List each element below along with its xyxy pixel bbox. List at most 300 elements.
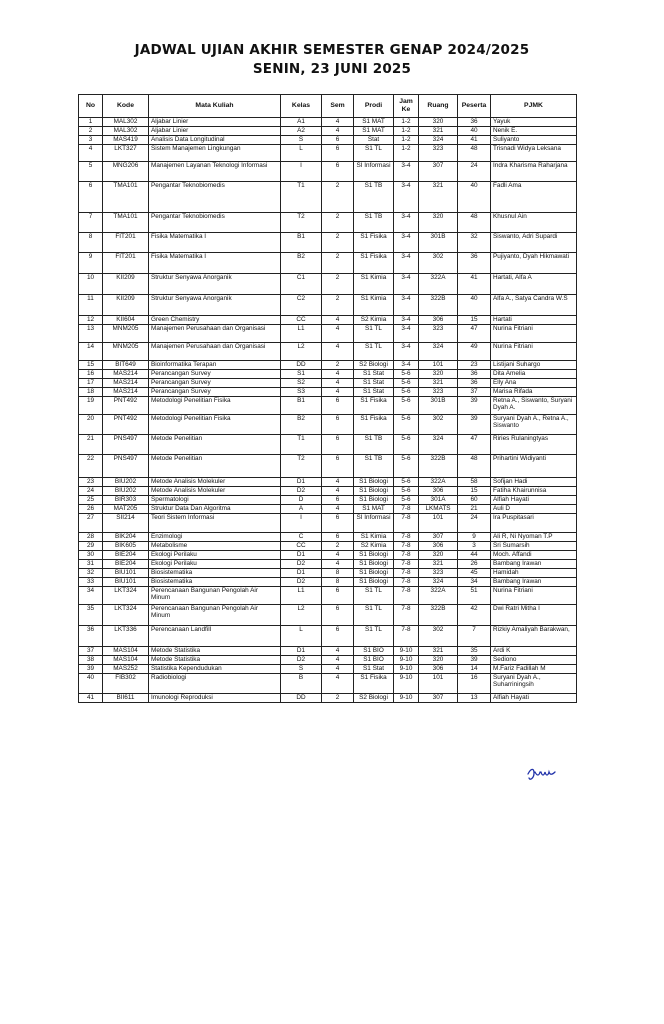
cell-jam: 1-2 [394,127,419,136]
cell-pjmk: Bambang Irawan [491,560,577,569]
table-row [79,514,577,533]
cell-peserta: 34 [458,578,491,587]
cell-peserta: 14 [458,665,491,674]
cell-peserta: 40 [458,182,491,213]
cell-prodi: S1 MAT [354,127,394,136]
table-row [79,569,577,578]
cell-ruang: 322B [419,295,458,316]
cell-no: 37 [79,647,103,656]
cell-prodi: S1 Biologi [354,569,394,578]
cell-sem: 6 [322,605,354,626]
cell-ruang: 306 [419,487,458,496]
cell-kelas: L2 [281,605,322,626]
cell-prodi: S1 MAT [354,505,394,514]
cell-prodi: S1 Biologi [354,578,394,587]
cell-kode: BIK605 [103,542,149,551]
cell-no: 41 [79,694,103,703]
cell-jam: 7-8 [394,560,419,569]
cell-no: 36 [79,626,103,647]
cell-peserta: 35 [458,647,491,656]
cell-peserta: 15 [458,487,491,496]
cell-no: 32 [79,569,103,578]
cell-mk: Struktur Senyawa Anorganik [149,295,281,316]
cell-ruang: 101 [419,361,458,370]
cell-ruang: 320 [419,213,458,233]
cell-prodi: S1 Biologi [354,551,394,560]
cell-sem: 2 [322,694,354,703]
table-header-row [79,95,577,118]
cell-peserta: 47 [458,435,491,455]
table-row [79,551,577,560]
cell-jam: 3-4 [394,343,419,361]
cell-jam: 7-8 [394,514,419,533]
cell-no: 22 [79,455,103,478]
cell-sem: 2 [322,233,354,253]
cell-sem: 4 [322,560,354,569]
cell-sem: 6 [322,162,354,182]
header-jam-ke: Jam Ke [394,95,419,118]
cell-ruang: 307 [419,162,458,182]
cell-jam: 3-4 [394,233,419,253]
cell-jam: 7-8 [394,551,419,560]
cell-kelas: S1 [281,370,322,379]
cell-prodi: S1 TL [354,626,394,647]
cell-mk: Aljabar Linier [149,118,281,127]
cell-pjmk: Sofijan Hadi [491,478,577,487]
cell-kode: MAS252 [103,665,149,674]
cell-kelas: D1 [281,478,322,487]
cell-ruang: 307 [419,694,458,703]
cell-jam: 9-10 [394,694,419,703]
cell-ruang: 301B [419,233,458,253]
exam-schedule-table [78,94,577,703]
cell-jam: 5-6 [394,455,419,478]
cell-peserta: 21 [458,505,491,514]
cell-ruang: 322B [419,605,458,626]
cell-ruang: 306 [419,316,458,325]
cell-no: 6 [79,182,103,213]
cell-prodi: S1 TL [354,325,394,343]
cell-no: 9 [79,253,103,274]
cell-kode: MNM205 [103,325,149,343]
cell-no: 12 [79,316,103,325]
cell-jam: 9-10 [394,665,419,674]
cell-kode: MNM205 [103,343,149,361]
cell-peserta: 39 [458,415,491,435]
table-row [79,665,577,674]
cell-jam: 9-10 [394,656,419,665]
cell-jam: 5-6 [394,397,419,415]
cell-peserta: 36 [458,379,491,388]
cell-mk: Perancangan Survey [149,388,281,397]
cell-ruang: 322B [419,455,458,478]
cell-ruang: 321 [419,647,458,656]
cell-prodi: S1 Kimia [354,295,394,316]
cell-sem: 4 [322,379,354,388]
cell-kelas: B1 [281,397,322,415]
cell-peserta: 3 [458,542,491,551]
cell-ruang: 323 [419,325,458,343]
cell-jam: 7-8 [394,605,419,626]
cell-pjmk: Alfa A., Satya Candra W.S [491,295,577,316]
cell-prodi: S1 BIO [354,656,394,665]
cell-peserta: 58 [458,478,491,487]
cell-mk: Manajemen Perusahaan dan Organisasi [149,343,281,361]
cell-sem: 4 [322,665,354,674]
cell-jam: 5-6 [394,478,419,487]
cell-mk: Bioinformatika Terapan [149,361,281,370]
cell-prodi: S1 TL [354,587,394,605]
cell-pjmk: Nurina Fitriani [491,343,577,361]
table-row [79,325,577,343]
cell-mk: Pengantar Teknobiomedis [149,182,281,213]
cell-kode: MAL302 [103,118,149,127]
cell-jam: 5-6 [394,435,419,455]
cell-mk: Metode Statistika [149,647,281,656]
cell-sem: 4 [322,551,354,560]
cell-mk: Green Chemistry [149,316,281,325]
cell-prodi: S2 Biologi [354,694,394,703]
cell-jam: 3-4 [394,182,419,213]
header-no: No [79,95,103,118]
cell-no: 26 [79,505,103,514]
cell-prodi: S1 Stat [354,388,394,397]
cell-peserta: 49 [458,343,491,361]
cell-kode: PNT492 [103,415,149,435]
cell-kelas: L1 [281,587,322,605]
cell-sem: 4 [322,127,354,136]
cell-mk: Perancangan Survey [149,370,281,379]
cell-prodi: S1 Biologi [354,560,394,569]
cell-kode: FIB302 [103,674,149,694]
cell-mk: Sistem Manajemen Lingkungan [149,145,281,162]
table-row [79,415,577,435]
table-row [79,605,577,626]
cell-kode: MNG206 [103,162,149,182]
cell-ruang: 320 [419,370,458,379]
cell-ruang: 323 [419,388,458,397]
cell-ruang: 320 [419,551,458,560]
header-mata-kuliah: Mata Kuliah [149,95,281,118]
cell-kelas: C2 [281,295,322,316]
header-peserta: Peserta [458,95,491,118]
cell-pjmk: Indra Kharisma Raharjana [491,162,577,182]
cell-no: 16 [79,370,103,379]
cell-jam: 9-10 [394,647,419,656]
cell-jam: 7-8 [394,542,419,551]
cell-mk: Manajemen Layanan Teknologi Informasi [149,162,281,182]
table-row [79,694,577,703]
cell-kelas: S [281,665,322,674]
cell-kelas: I [281,514,322,533]
table-row [79,560,577,569]
cell-pjmk: Riries Rulaningtyas [491,435,577,455]
cell-peserta: 23 [458,361,491,370]
cell-prodi: S2 Biologi [354,361,394,370]
cell-peserta: 48 [458,455,491,478]
cell-kode: BIE204 [103,560,149,569]
cell-pjmk: Retna A., Siswanto, Suryani Dyah A. [491,397,577,415]
cell-peserta: 37 [458,388,491,397]
cell-kelas: D1 [281,647,322,656]
cell-pjmk: Suryani Dyah A., Retna A., Siswanto [491,415,577,435]
cell-peserta: 40 [458,127,491,136]
table-row [79,233,577,253]
cell-no: 25 [79,496,103,505]
cell-prodi: S1 Stat [354,379,394,388]
table-row [79,274,577,295]
cell-kelas: DD [281,361,322,370]
header-kelas: Kelas [281,95,322,118]
cell-jam: 5-6 [394,388,419,397]
cell-no: 23 [79,478,103,487]
cell-peserta: 41 [458,274,491,295]
cell-mk: Fisika Matematika I [149,253,281,274]
table-row [79,253,577,274]
cell-jam: 1-2 [394,145,419,162]
table-row [79,379,577,388]
cell-mk: Aljabar Linier [149,127,281,136]
cell-ruang: 301B [419,397,458,415]
cell-peserta: 48 [458,145,491,162]
cell-peserta: 7 [458,626,491,647]
cell-jam: 3-4 [394,162,419,182]
cell-prodi: S1 TL [354,605,394,626]
cell-pjmk: Nenik E. [491,127,577,136]
cell-mk: Metode Analisis Molekuler [149,487,281,496]
cell-mk: Metode Penelitian [149,435,281,455]
cell-jam: 7-8 [394,569,419,578]
cell-kode: BIU202 [103,487,149,496]
cell-pjmk: Suliyanto [491,136,577,145]
cell-pjmk: Fatiha Khairunnisa [491,487,577,496]
cell-kelas: CC [281,316,322,325]
cell-sem: 2 [322,182,354,213]
cell-jam: 3-4 [394,325,419,343]
cell-ruang: LKMATS [419,505,458,514]
cell-prodi: S1 TB [354,213,394,233]
cell-sem: 4 [322,647,354,656]
table-row [79,478,577,487]
cell-ruang: 306 [419,542,458,551]
cell-pjmk: Listijani Suhargo [491,361,577,370]
cell-kelas: B1 [281,233,322,253]
cell-jam: 7-8 [394,578,419,587]
cell-jam: 3-4 [394,316,419,325]
cell-ruang: 322A [419,274,458,295]
cell-jam: 5-6 [394,370,419,379]
cell-no: 24 [79,487,103,496]
cell-no: 4 [79,145,103,162]
cell-prodi: S1 TB [354,435,394,455]
table-row [79,542,577,551]
cell-kode: KII604 [103,316,149,325]
cell-sem: 6 [322,496,354,505]
cell-kelas: T1 [281,435,322,455]
cell-ruang: 101 [419,674,458,694]
cell-peserta: 13 [458,694,491,703]
cell-kelas: C1 [281,274,322,295]
cell-kelas: L [281,626,322,647]
cell-kode: MAS419 [103,136,149,145]
table-row [79,213,577,233]
cell-mk: Perencanaan Bangunan Pengolah Air Minum [149,605,281,626]
cell-no: 19 [79,397,103,415]
cell-mk: Perencanaan Landfill [149,626,281,647]
cell-sem: 4 [322,316,354,325]
header-sem: Sem [322,95,354,118]
cell-mk: Perancangan Survey [149,379,281,388]
cell-kelas: D1 [281,569,322,578]
cell-mk: Pengantar Teknobiomedis [149,213,281,233]
cell-ruang: 323 [419,145,458,162]
cell-sem: 6 [322,136,354,145]
cell-prodi: S1 TL [354,145,394,162]
cell-mk: Teori Sistem Informasi [149,514,281,533]
cell-pjmk: Dwi Ratri Mitha I [491,605,577,626]
cell-no: 31 [79,560,103,569]
table-row [79,674,577,694]
cell-kode: MAS214 [103,379,149,388]
cell-prodi: S1 Kimia [354,533,394,542]
cell-jam: 9-10 [394,674,419,694]
cell-kode: MAT205 [103,505,149,514]
cell-ruang: 321 [419,127,458,136]
cell-kode: LKT324 [103,587,149,605]
header-ruang: Ruang [419,95,458,118]
cell-kode: MAS214 [103,388,149,397]
cell-mk: Metode Analisis Molekuler [149,478,281,487]
cell-prodi: S1 Biologi [354,496,394,505]
cell-mk: Struktur Data Dan Algoritma [149,505,281,514]
cell-kode: MAL302 [103,127,149,136]
cell-sem: 6 [322,435,354,455]
cell-jam: 7-8 [394,626,419,647]
cell-ruang: 322A [419,478,458,487]
cell-kode: PNT492 [103,397,149,415]
cell-peserta: 15 [458,316,491,325]
cell-jam: 1-2 [394,118,419,127]
cell-kelas: L [281,145,322,162]
cell-ruang: 321 [419,379,458,388]
cell-mk: Spermatologi [149,496,281,505]
cell-mk: Radiobiologi [149,674,281,694]
cell-kelas: D2 [281,578,322,587]
cell-pjmk: Ira Puspitasari [491,514,577,533]
cell-kode: BIU101 [103,569,149,578]
cell-peserta: 24 [458,162,491,182]
document-title: JADWAL UJIAN AKHIR SEMESTER GENAP 2024/2025 [134,42,530,58]
table-row [79,162,577,182]
cell-kelas: S2 [281,379,322,388]
cell-pjmk: Sri Sumarsih [491,542,577,551]
cell-sem: 4 [322,343,354,361]
cell-no: 21 [79,435,103,455]
cell-peserta: 40 [458,295,491,316]
cell-kelas: D2 [281,560,322,569]
cell-ruang: 324 [419,343,458,361]
table-body [79,118,577,703]
cell-ruang: 302 [419,415,458,435]
cell-kode: KII209 [103,295,149,316]
cell-mk: Fisika Matematika I [149,233,281,253]
cell-no: 3 [79,136,103,145]
cell-pjmk: Fadli Ama [491,182,577,213]
table-row [79,505,577,514]
cell-jam: 7-8 [394,533,419,542]
table-row [79,361,577,370]
table-row [79,388,577,397]
cell-peserta: 41 [458,136,491,145]
cell-kelas: D2 [281,487,322,496]
cell-sem: 8 [322,569,354,578]
cell-jam: 7-8 [394,587,419,605]
cell-pjmk: Alfiah Hayati [491,694,577,703]
cell-ruang: 101 [419,514,458,533]
cell-kelas: S3 [281,388,322,397]
cell-kelas: D2 [281,656,322,665]
cell-ruang: 320 [419,656,458,665]
cell-prodi: S1 Stat [354,370,394,379]
cell-kode: TMA101 [103,213,149,233]
cell-sem: 6 [322,415,354,435]
cell-mk: Metabolisme [149,542,281,551]
cell-no: 7 [79,213,103,233]
cell-prodi: S1 MAT [354,118,394,127]
cell-kelas: DD [281,694,322,703]
table-row [79,656,577,665]
cell-peserta: 24 [458,514,491,533]
cell-sem: 4 [322,370,354,379]
cell-sem: 6 [322,533,354,542]
cell-peserta: 36 [458,370,491,379]
cell-kode: BIR303 [103,496,149,505]
cell-no: 40 [79,674,103,694]
cell-pjmk: Dita Amelia [491,370,577,379]
table-row [79,145,577,162]
cell-jam: 3-4 [394,361,419,370]
cell-kode: SII214 [103,514,149,533]
header-kode: Kode [103,95,149,118]
cell-prodi: S1 Biologi [354,478,394,487]
cell-ruang: 307 [419,533,458,542]
cell-peserta: 32 [458,233,491,253]
cell-sem: 6 [322,587,354,605]
cell-kode: FIT201 [103,233,149,253]
cell-pjmk: Siswanto, Adri Supardi [491,233,577,253]
table-row [79,343,577,361]
cell-prodi: S2 Kimia [354,316,394,325]
cell-kode: BIT649 [103,361,149,370]
cell-sem: 2 [322,274,354,295]
cell-mk: Metodologi Penelitian Fisika [149,397,281,415]
cell-jam: 3-4 [394,213,419,233]
cell-kode: MAS214 [103,370,149,379]
cell-no: 14 [79,343,103,361]
cell-pjmk: Ali R, Ni Nyoman T.P [491,533,577,542]
cell-kode: LKT336 [103,626,149,647]
cell-prodi: S1 Fisika [354,253,394,274]
cell-peserta: 44 [458,551,491,560]
cell-prodi: SI Informasi [354,162,394,182]
table-row [79,647,577,656]
cell-pjmk: Marisa Rifada [491,388,577,397]
cell-kelas: A [281,505,322,514]
cell-no: 33 [79,578,103,587]
cell-no: 8 [79,233,103,253]
cell-sem: 2 [322,361,354,370]
cell-prodi: S1 Fisika [354,233,394,253]
